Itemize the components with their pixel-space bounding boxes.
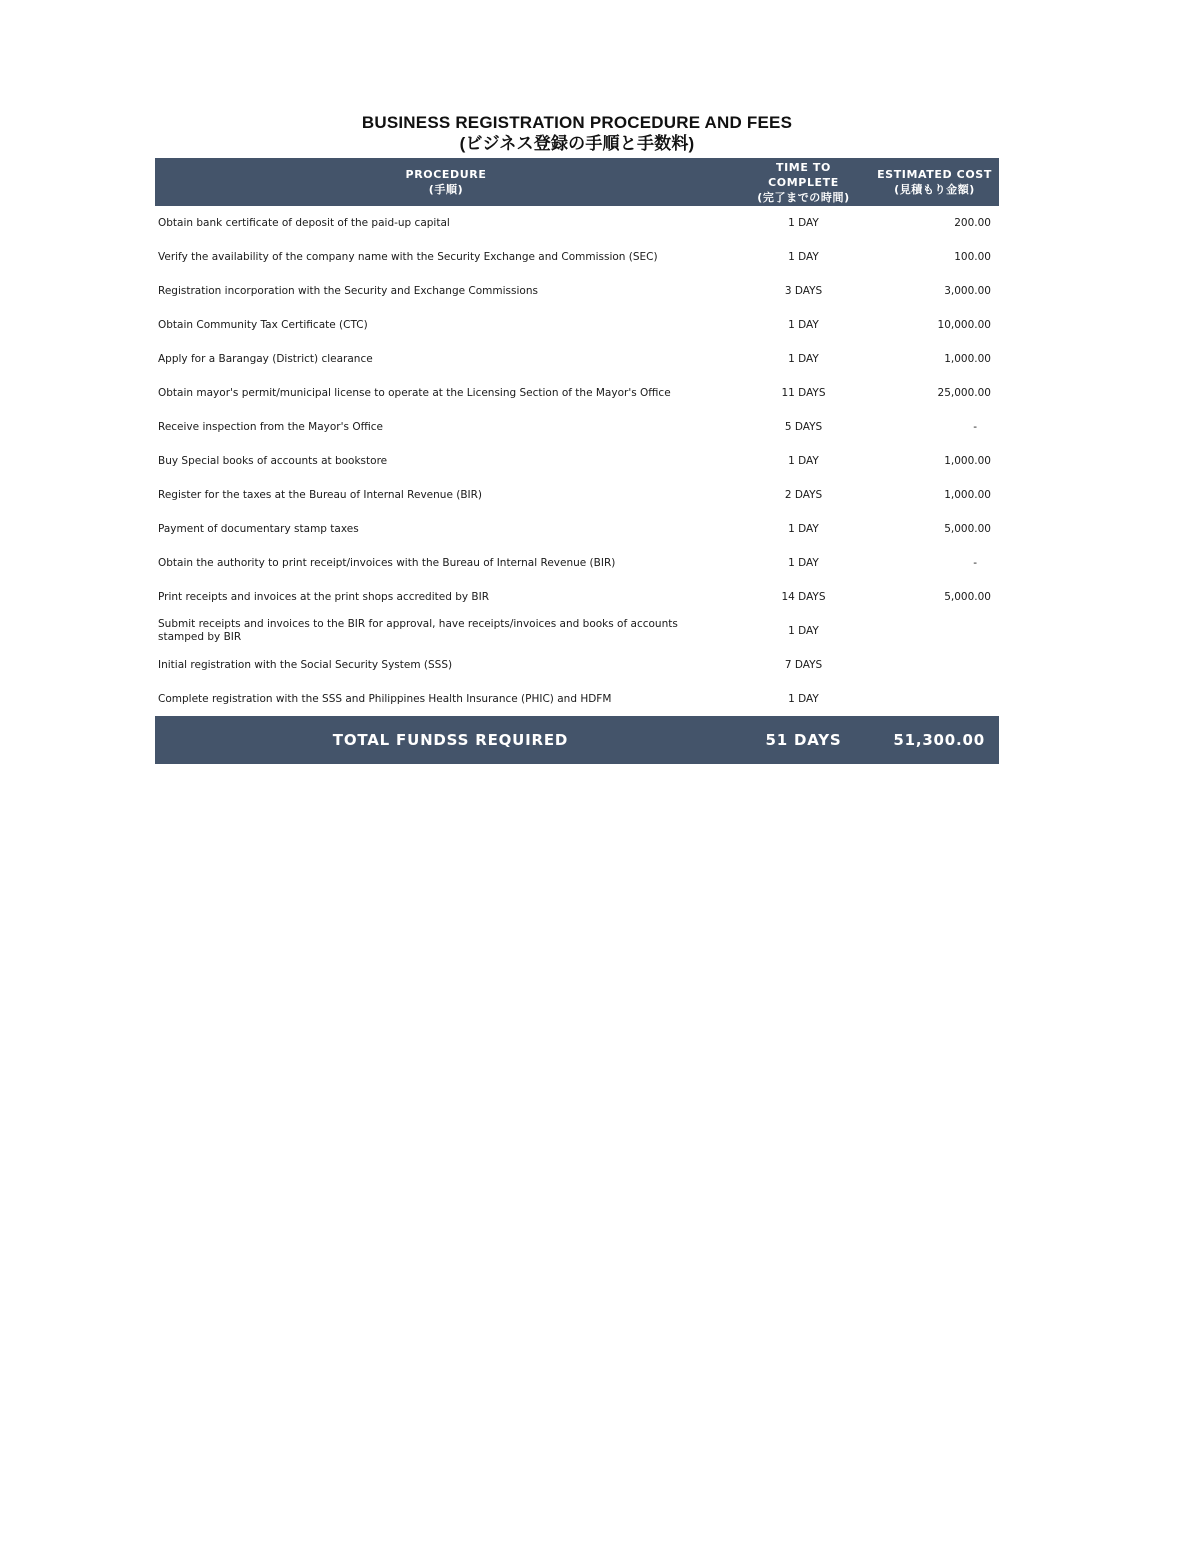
cost-cell: -: [973, 556, 977, 569]
total-cost: 51,300.00: [870, 716, 999, 764]
header-cost-sub: (見積もり金額): [894, 183, 975, 196]
cost-cell: [870, 648, 999, 682]
procedure-cell: Apply for a Barangay (District) clearance: [158, 352, 373, 365]
table-row: [155, 410, 999, 444]
cost-cell: 5,000.00: [944, 522, 991, 535]
cost-cell: [870, 682, 999, 716]
cost-cell: [870, 614, 999, 648]
time-cell: 1 DAY: [788, 250, 819, 263]
title-line-japanese: (ビジネス登録の手順と手数料): [459, 134, 695, 153]
header-cost-label: ESTIMATED COST: [877, 168, 992, 181]
procedure-cell: Receive inspection from the Mayor's Office: [158, 420, 383, 433]
time-cell: 1 DAY: [788, 522, 819, 535]
table-row: [155, 512, 999, 546]
procedure-cell: Complete registration with the SSS and Philippines Health Insurance (PHIC) and HDFM: [158, 692, 612, 705]
time-cell: 1 DAY: [788, 318, 819, 331]
procedure-fees-table: [155, 158, 999, 764]
header-row: [155, 158, 999, 206]
procedure-cell: Verify the availability of the company name with the Security Exchange and Commission (SEC): [158, 250, 658, 263]
table-row: [155, 308, 999, 342]
time-cell: 14 DAYS: [781, 590, 826, 603]
header-time: [737, 158, 870, 206]
time-cell: 11 DAYS: [781, 386, 826, 399]
total-label: TOTAL FUNDSS REQUIRED: [155, 716, 737, 764]
time-cell: 5 DAYS: [784, 420, 823, 433]
procedure-cell: Obtain bank certificate of deposit of the paid-up capital: [158, 216, 450, 229]
table-row: [155, 342, 999, 376]
table-row: [155, 648, 999, 682]
header-procedure-sub: (手順): [428, 183, 464, 196]
procedure-cell: Registration incorporation with the Security and Exchange Commissions: [158, 284, 538, 297]
procedure-cell: Print receipts and invoices at the print shops accredited by BIR: [158, 590, 490, 603]
procedure-cell: Submit receipts and invoices to the BIR for approval, have receipts/invoices and books of accounts stamped by BIR: [158, 618, 678, 643]
time-cell: 2 DAYS: [784, 488, 823, 501]
time-cell: 1 DAY: [788, 216, 819, 229]
total-row: [155, 716, 999, 764]
cost-cell: -: [973, 420, 977, 433]
title-line-english: BUSINESS REGISTRATION PROCEDURE AND FEES: [361, 113, 793, 132]
table-row: [155, 274, 999, 308]
procedure-cell: Buy Special books of accounts at bookstore: [158, 454, 388, 467]
time-cell: 3 DAYS: [784, 284, 823, 297]
cost-cell: 5,000.00: [944, 590, 991, 603]
document-page: [155, 112, 999, 764]
document-title: [155, 112, 999, 154]
cost-cell: 3,000.00: [944, 284, 991, 297]
cost-cell: 100.00: [954, 250, 991, 263]
cost-cell: 1,000.00: [944, 454, 991, 467]
table-row: [155, 444, 999, 478]
procedure-cell: Payment of documentary stamp taxes: [158, 522, 359, 535]
time-cell: 7 DAYS: [784, 658, 823, 671]
time-cell: 1 DAY: [788, 624, 819, 637]
cost-cell: 1,000.00: [944, 352, 991, 365]
procedure-cell: Initial registration with the Social Security System (SSS): [158, 658, 453, 671]
header-cost: [870, 158, 999, 206]
time-cell: 1 DAY: [788, 556, 819, 569]
cost-cell: 200.00: [954, 216, 991, 229]
table-row: [155, 478, 999, 512]
table-row: [155, 682, 999, 716]
table-row: [155, 240, 999, 274]
table-row: [155, 614, 999, 648]
procedure-cell: Obtain mayor's permit/municipal license to operate at the Licensing Section of the Mayor's Office: [158, 386, 671, 399]
table-row: [155, 546, 999, 580]
table-row: [155, 376, 999, 410]
header-time-sub: (完了までの時間): [757, 190, 850, 204]
cost-cell: 10,000.00: [937, 318, 991, 331]
procedure-cell: Obtain the authority to print receipt/invoices with the Bureau of Internal Revenue (BIR): [158, 556, 616, 569]
table-row: [155, 206, 999, 240]
total-time: 51 DAYS: [737, 716, 870, 764]
procedure-cell: Obtain Community Tax Certificate (CTC): [158, 318, 368, 331]
header-time-label: TIME TO COMPLETE: [768, 160, 839, 189]
time-cell: 1 DAY: [788, 454, 819, 467]
table-row: [155, 580, 999, 614]
procedure-cell: Register for the taxes at the Bureau of Internal Revenue (BIR): [158, 488, 483, 501]
header-procedure-label: PROCEDURE: [405, 168, 487, 181]
time-cell: 1 DAY: [788, 692, 819, 705]
cost-cell: 1,000.00: [944, 488, 991, 501]
cost-cell: 25,000.00: [937, 386, 991, 399]
time-cell: 1 DAY: [788, 352, 819, 365]
header-procedure: [155, 158, 737, 206]
